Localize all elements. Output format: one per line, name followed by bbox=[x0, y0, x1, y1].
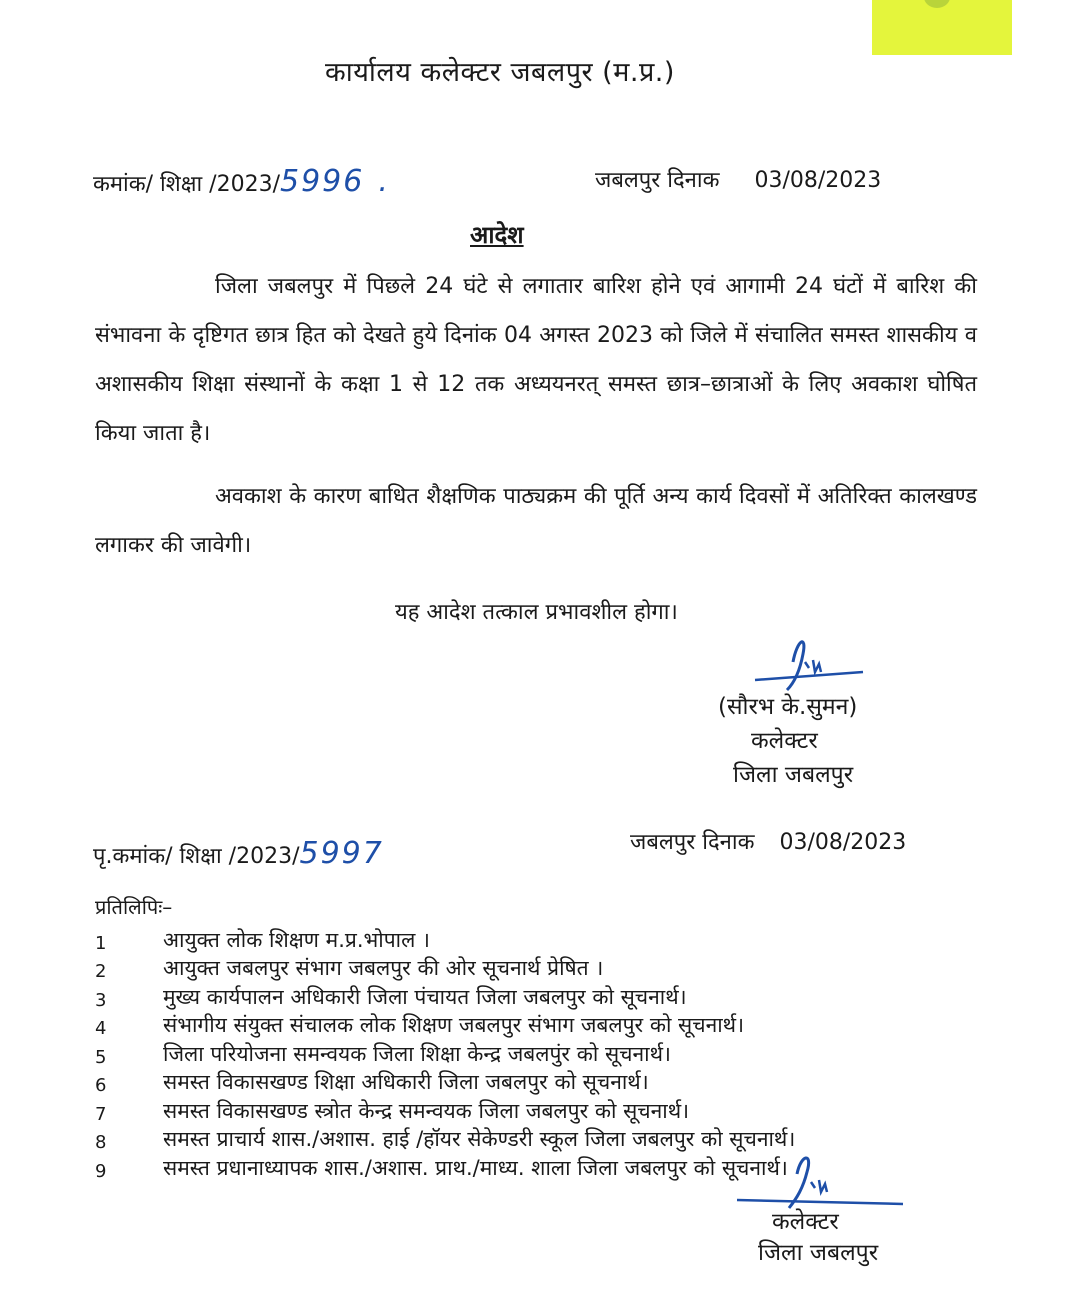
office-title: कार्यालय कलेक्टर जबलपुर (म.प्र.) bbox=[325, 57, 675, 88]
order-title: आदेश bbox=[470, 221, 524, 249]
body-paragraph-3: यह आदेश तत्काल प्रभावशील होगा। bbox=[395, 600, 678, 625]
yellow-sticky-tag bbox=[872, 0, 1012, 55]
signature-2-district: जिला जबलपुर bbox=[758, 1240, 879, 1266]
list-item: 4 संभागीय संयुक्त संचालक लोक शिक्षण जबलपुर संभाग जबलपुर को सूचनार्थ। bbox=[95, 1013, 745, 1039]
list-item: 2 आयुक्त जबलपुर संभाग जबलपुर की ओर सूचनार्थ प्रेषित । bbox=[95, 956, 604, 982]
copy-ref-prefix: पृ.कमांक/ शिक्षा /2023/ bbox=[93, 844, 300, 869]
para1-text: जिला जबलपुर में पिछले 24 घंटे से लगातार बारिश होने एवं आगामी 24 घंटों में बारिश की संभावना के दृष्टिगत छात्र हित को देखते हुये दिनांक 04 अगस्त 2023 को जिले में संचालित समस्त शासकीय व अशासकीय शिक्षा संस्थानों के कक्षा 1 से 12 तक अध्ययनरत् समस्त छात्र–छात्राओं के लिए अवकाश घोषित किया जाता है। bbox=[95, 274, 977, 446]
copy-date-label: जबलपुर दिनाक bbox=[630, 830, 755, 855]
order-date bbox=[595, 164, 881, 194]
signature-2 bbox=[735, 1152, 905, 1212]
signature-1-district: जिला जबलपुर bbox=[733, 762, 854, 788]
copy-date-value: 03/08/2023 bbox=[779, 830, 907, 855]
signature-1 bbox=[745, 632, 865, 694]
order-date-label: जबलपुर दिनाक bbox=[595, 168, 720, 193]
order-date-value: 03/08/2023 bbox=[754, 168, 882, 193]
signature-1-name: (सौरभ के.सुमन) bbox=[718, 694, 858, 720]
list-item: 9 समस्त प्रधानाध्यापक शास./अशास. प्राथ./माध्य. शाला जिला जबलपुर को सूचनार्थ। bbox=[95, 1155, 788, 1182]
para2-text: अवकाश के कारण बाधित शैक्षणिक पाठ्यक्रम की पूर्ति अन्य कार्य दिवसों में अतिरिक्त कालखण्ड लगाकर की जावेगी। bbox=[95, 484, 977, 558]
order-ref-prefix: कमांक/ शिक्षा /2023/ bbox=[93, 172, 280, 197]
list-item: 8 समस्त प्राचार्य शास./अशास. हाई /हॉयर सेकेण्डरी स्कूल जिला जबलपुर को सूचनार्थ। bbox=[95, 1127, 796, 1153]
list-item: 5 जिला परियोजना समन्वयक जिला शिक्षा केन्द्र जबलपुंर को सूचनार्थ। bbox=[95, 1041, 671, 1068]
order-number-handwritten: 5996 bbox=[280, 164, 365, 199]
copy-date bbox=[630, 826, 906, 856]
copy-number-handwritten: 5997 bbox=[299, 836, 384, 871]
body-paragraph-2 bbox=[95, 472, 977, 570]
body-paragraph-1 bbox=[95, 262, 977, 458]
list-item: 3 मुख्य कार्यपालन अधिकारी जिला पंचायत जिला जबलपुर को सूचनार्थ। bbox=[95, 984, 687, 1011]
copy-reference bbox=[93, 836, 384, 871]
order-number-dot: . bbox=[378, 164, 390, 199]
list-item: 7 समस्त विकासखण्ड स्त्रोत केन्द्र समन्वयक जिला जबलपुर को सूचनार्थ। bbox=[95, 1098, 690, 1125]
copy-heading: प्रतिलिपिः– bbox=[95, 895, 173, 919]
list-item: 6 समस्त विकासखण्ड शिक्षा अधिकारी जिला जबलपुर को सूचनार्थ। bbox=[95, 1070, 649, 1096]
list-item: 1 आयुक्त लोक शिक्षण म.प्र.भोपाल । bbox=[95, 927, 430, 954]
order-reference bbox=[93, 164, 390, 199]
copy-list bbox=[95, 925, 795, 1182]
signature-2-designation: कलेक्टर bbox=[772, 1209, 839, 1235]
signature-1-designation: कलेक्टर bbox=[751, 728, 818, 754]
